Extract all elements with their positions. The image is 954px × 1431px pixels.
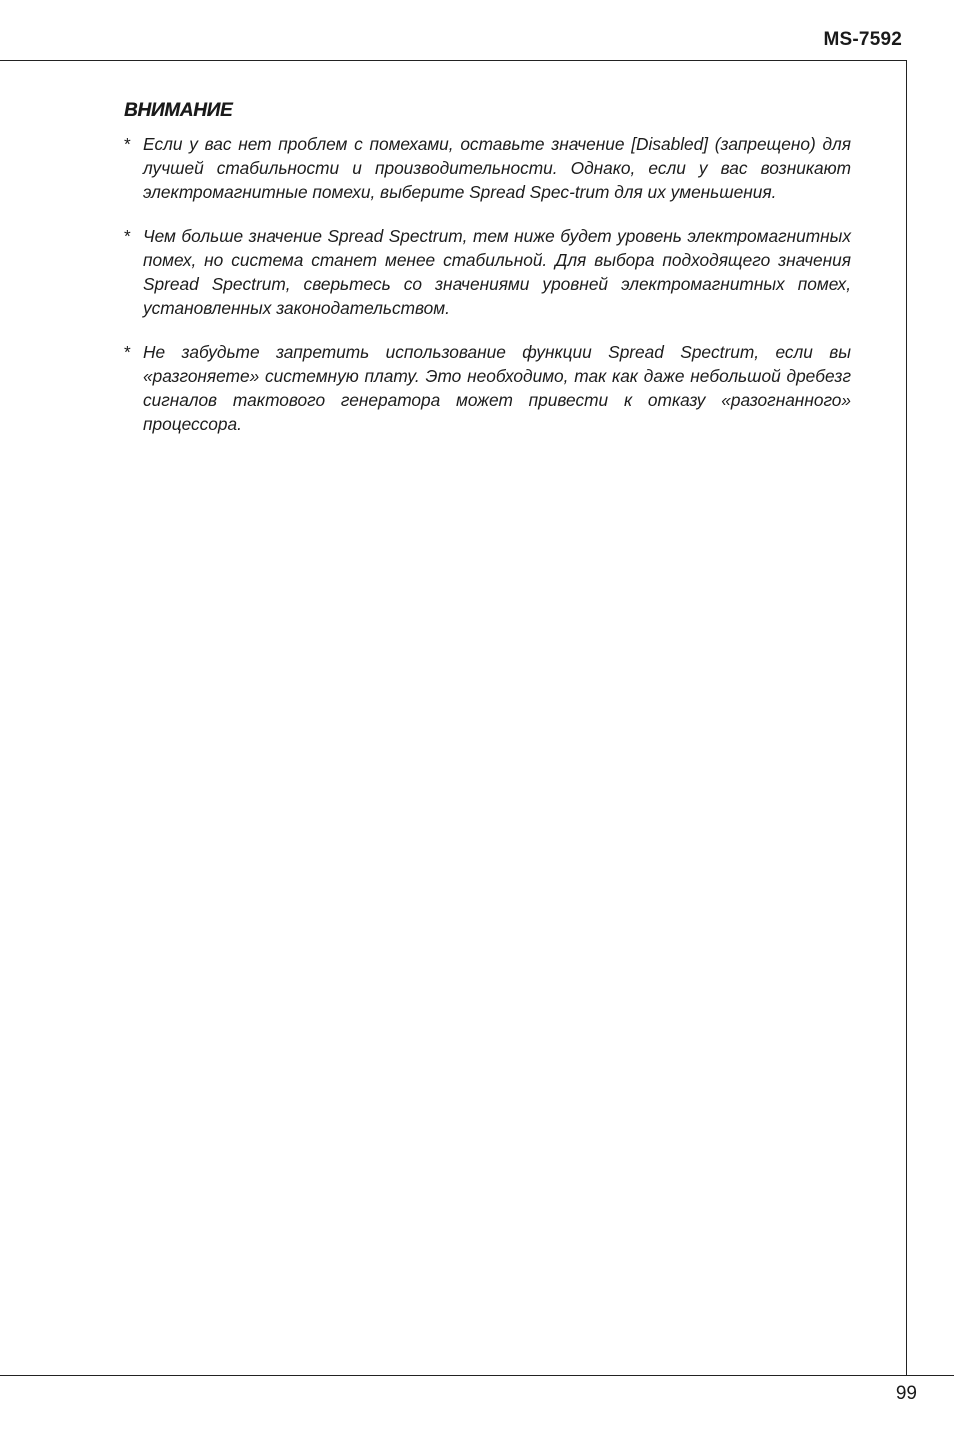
margin-rule [906, 60, 907, 1376]
notice-text: Чем больше значение Spread Spectrum, тем ниже будет уровень электромагнитных помех, но система станет менее стабильной. Для выбора подходящего значения Spread Spectrum, сверьтесь со значениями уровней электромагнитных помех, установленных законодательством. [143, 226, 851, 318]
header-rule [0, 60, 907, 61]
notice-item [124, 340, 851, 436]
notice-heading: ВНИМАНИЕ [124, 100, 233, 121]
page-number: 99 [895, 1383, 917, 1404]
footer-rule [0, 1375, 954, 1376]
notice-item [124, 132, 851, 204]
notice-section [124, 100, 851, 456]
bullet-mark: * [124, 134, 131, 154]
model-label: MS-7592 [823, 29, 902, 50]
notice-text: Если у вас нет проблем с помехами, оставьте значение [Disabled] (запрещено) для лучшей стабильности и производительности. Однако, если у вас возникают электромагнитные помехи, выберите Spread Spec-trum для их уменьшения. [143, 134, 851, 202]
bullet-mark: * [124, 342, 131, 362]
bullet-mark: * [124, 226, 131, 246]
notice-item [124, 224, 851, 320]
notice-text: Не забудьте запретить использование функции Spread Spectrum, если вы «разгоняете» системную плату. Это необходимо, так как даже небольшой дребезг сигналов тактового генератора может привести к отказу «разогнанного» процессора. [143, 342, 851, 434]
